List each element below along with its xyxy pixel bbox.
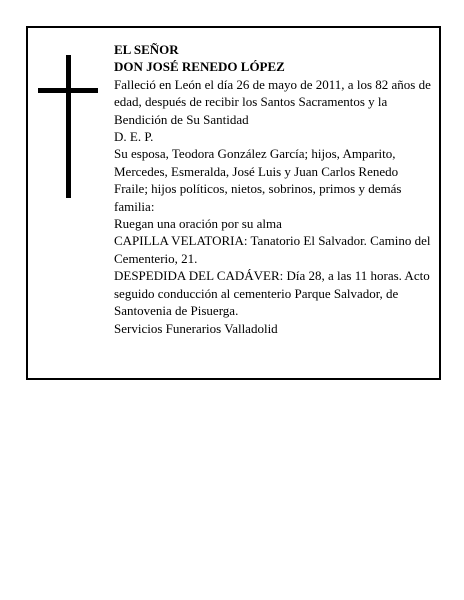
funeral-services: Servicios Funerarios Valladolid xyxy=(114,320,278,336)
family-list: Su esposa, Teodora González García; hijos, Amparito, Mercedes, Esmeralda, José Luis y Juan Carlos Renedo Fraile; hijos políticos, nietos, sobrinos, primos y demás familia: xyxy=(114,146,402,214)
dep-abbreviation: D. E. P. xyxy=(114,129,154,145)
cross-horizontal-bar xyxy=(38,88,98,93)
death-announcement: Falleció en León el día 26 de mayo de 2011, a los 82 años de edad, después de recibir los Santos Sacramentos y la Bendición de Su Santidad xyxy=(114,76,431,127)
chapel-info: CAPILLA VELATORIA: Tanatorio El Salvador. Camino del Cementerio, 21. xyxy=(114,233,431,266)
notice-title: EL SEÑOR xyxy=(114,42,179,57)
farewell-info: DESPEDIDA DEL CADÁVER: Día 28, a las 11 horas. Acto seguido conducción al cementerio Parque Salvador, de Santovenia de Pisuerga. xyxy=(114,268,430,319)
prayer-request: Ruegan una oración por su alma xyxy=(114,216,282,232)
notice-text xyxy=(114,41,434,337)
cross-icon xyxy=(38,55,98,198)
deceased-name: DON JOSÉ RENEDO LÓPEZ xyxy=(114,59,285,75)
cross-vertical-bar xyxy=(66,55,71,198)
obituary-notice xyxy=(26,26,441,380)
